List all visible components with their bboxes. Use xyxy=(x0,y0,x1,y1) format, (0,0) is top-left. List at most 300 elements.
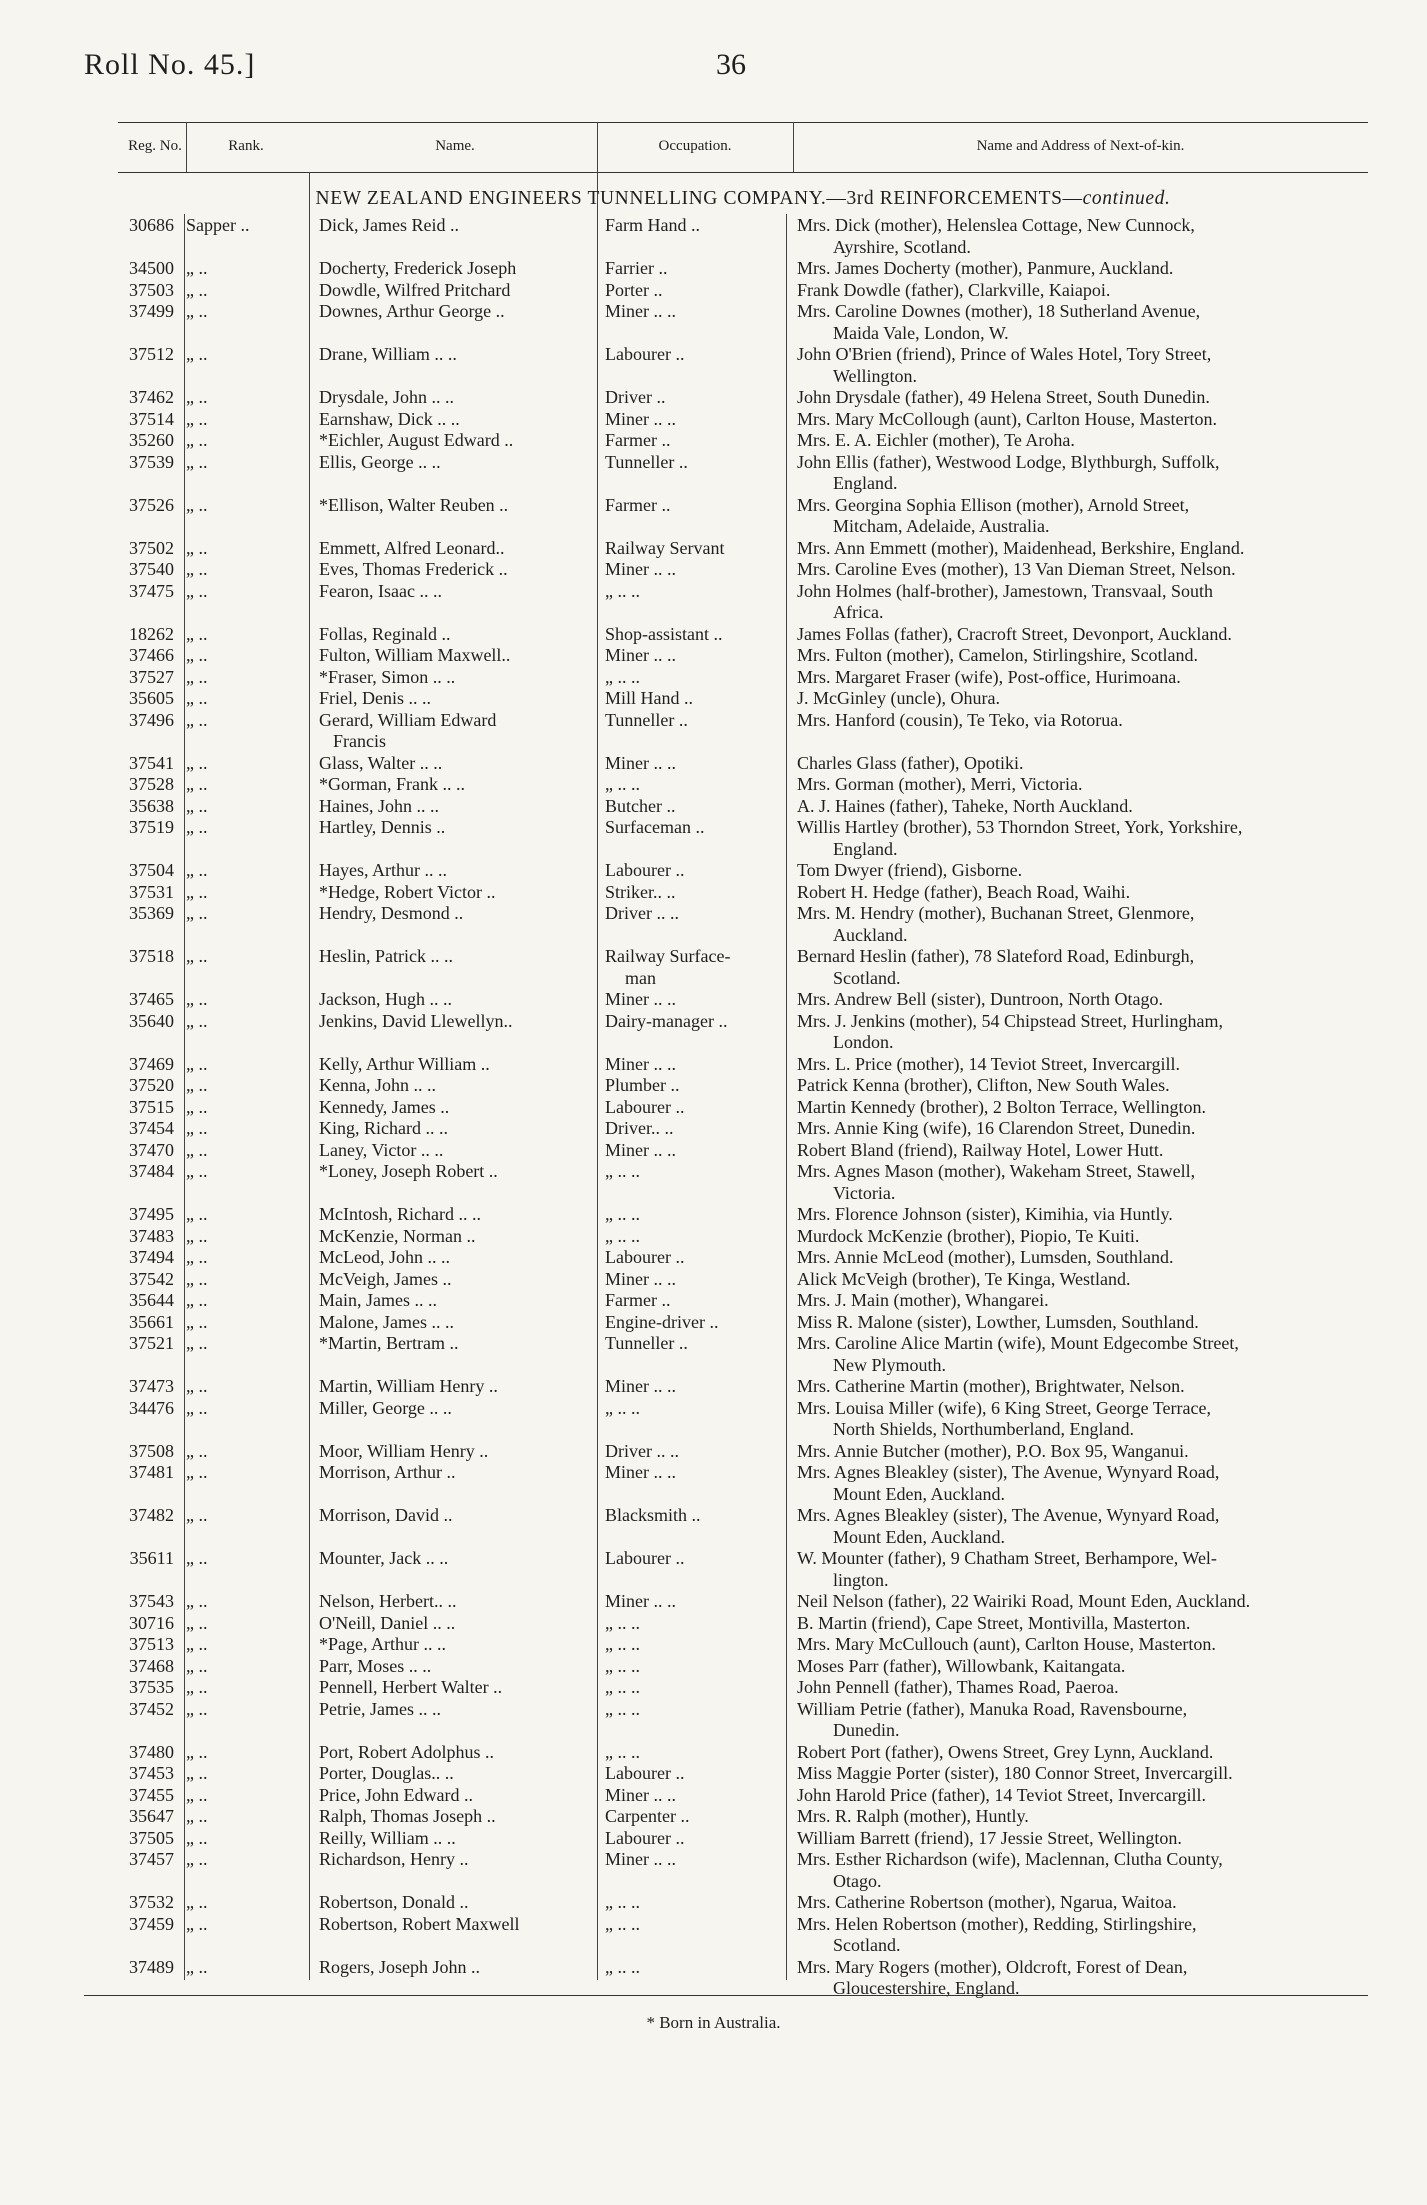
column-header-rank: Rank. xyxy=(228,138,264,154)
rank: „ .. xyxy=(186,1376,208,1396)
soldier-name xyxy=(319,1398,583,1420)
next-of-kin-line: Robert Port (father), Owens Street, Grey Lynn, Auckland. xyxy=(797,1741,1214,1762)
rank: „ .. xyxy=(186,817,208,837)
next-of-kin-line: John O'Brien (friend), Prince of Wales Hotel, Tory Street, xyxy=(797,344,1212,364)
footer-rule xyxy=(84,1995,1368,1996)
column-header-occupation: Occupation. xyxy=(658,138,732,154)
occupation-line: „ .. .. xyxy=(605,1655,640,1676)
next-of-kin xyxy=(797,1849,1367,1892)
rank: „ .. xyxy=(186,709,208,730)
occupation xyxy=(605,624,765,646)
rank: „ .. xyxy=(186,1698,208,1719)
next-of-kin xyxy=(797,882,1367,904)
occupation-line: Tunneller .. xyxy=(605,451,688,472)
occupation xyxy=(605,559,765,581)
occupation xyxy=(605,1075,765,1097)
occupation-line: Driver .. .. xyxy=(605,1440,679,1461)
reg-number: 37521 xyxy=(129,1333,174,1353)
reg-number: 37459 xyxy=(129,1913,174,1934)
occupation-line: Driver.. .. xyxy=(605,1118,674,1138)
soldier-name-line: Downes, Arthur George .. xyxy=(319,301,505,321)
soldier-name-line: Docherty, Frederick Joseph xyxy=(319,258,517,278)
occupation-line: Labourer .. xyxy=(605,860,685,880)
rank: „ .. xyxy=(186,1096,208,1117)
soldier-name xyxy=(319,538,583,560)
next-of-kin-continuation: Africa. xyxy=(833,602,884,622)
next-of-kin xyxy=(797,1462,1367,1505)
occupation-line: Farmer .. xyxy=(605,1290,671,1310)
next-of-kin xyxy=(797,344,1367,387)
occupation xyxy=(605,1054,765,1076)
occupation-line: Surfaceman .. xyxy=(605,817,705,837)
next-of-kin-continuation: lington. xyxy=(833,1569,889,1590)
next-of-kin xyxy=(797,989,1367,1011)
reg-number: 37541 xyxy=(129,752,174,773)
rank: „ .. xyxy=(186,1075,208,1095)
next-of-kin xyxy=(797,624,1367,646)
next-of-kin-line: John Harold Price (father), 14 Teviot Street, Invercargill. xyxy=(797,1784,1206,1805)
next-of-kin-continuation: Auckland. xyxy=(833,924,908,945)
soldier-name-line: Haines, John .. .. xyxy=(319,795,439,816)
next-of-kin xyxy=(797,581,1367,624)
soldier-name-line: *Fraser, Simon .. .. xyxy=(319,666,456,687)
reg-number: 37543 xyxy=(129,1591,174,1611)
occupation-line: Labourer .. xyxy=(605,1247,685,1267)
soldier-name-line: Fearon, Isaac .. .. xyxy=(319,580,442,601)
next-of-kin xyxy=(797,1634,1367,1656)
next-of-kin xyxy=(797,1441,1367,1463)
next-of-kin-continuation: North Shields, Northumberland, England. xyxy=(833,1419,1134,1439)
occupation-line: Farmer .. xyxy=(605,494,671,515)
next-of-kin xyxy=(797,495,1367,538)
soldier-name xyxy=(319,301,583,323)
occupation xyxy=(605,774,765,796)
occupation xyxy=(605,409,765,431)
occupation xyxy=(605,1914,765,1936)
soldier-name xyxy=(319,1011,583,1033)
next-of-kin xyxy=(797,688,1367,710)
occupation xyxy=(605,1140,765,1162)
occupation-line: Miner .. .. xyxy=(605,408,676,429)
next-of-kin xyxy=(797,1505,1367,1548)
next-of-kin-line: Mrs. Andrew Bell (sister), Duntroon, North Otago. xyxy=(797,989,1163,1009)
next-of-kin xyxy=(797,1247,1367,1269)
reg-number: 37532 xyxy=(129,1892,174,1912)
soldier-name-line: Hartley, Dennis .. xyxy=(319,817,446,837)
rank: „ .. xyxy=(186,989,208,1009)
occupation-line: Porter .. xyxy=(605,279,663,300)
reg-number: 37457 xyxy=(129,1849,174,1869)
soldier-name-line: Friel, Denis .. .. xyxy=(319,688,431,708)
next-of-kin-line: William Barrett (friend), 17 Jessie Street, Wellington. xyxy=(797,1827,1182,1848)
occupation xyxy=(605,1204,765,1226)
next-of-kin-line: Mrs. Dick (mother), Helenslea Cottage, New Cunnock, xyxy=(797,215,1195,235)
rank: „ .. xyxy=(186,1505,208,1525)
soldier-name-line: *Martin, Bertram .. xyxy=(319,1333,459,1353)
rank: „ .. xyxy=(186,1634,208,1654)
soldier-name xyxy=(319,581,583,603)
reg-number: 37483 xyxy=(129,1225,174,1246)
next-of-kin xyxy=(797,1011,1367,1054)
next-of-kin xyxy=(797,559,1367,581)
soldier-name xyxy=(319,280,583,302)
next-of-kin xyxy=(797,452,1367,495)
soldier-name xyxy=(319,1161,583,1183)
next-of-kin xyxy=(797,387,1367,409)
next-of-kin xyxy=(797,1892,1367,1914)
occupation xyxy=(605,753,765,775)
occupation-line: „ .. .. xyxy=(605,774,640,794)
next-of-kin-line: Mrs. Fulton (mother), Camelon, Stirlingshire, Scotland. xyxy=(797,645,1198,665)
next-of-kin-line: William Petrie (father), Manuka Road, Ravensbourne, xyxy=(797,1698,1188,1719)
rank: „ .. xyxy=(186,1333,208,1353)
next-of-kin-line: Robert Bland (friend), Railway Hotel, Lower Hutt. xyxy=(797,1139,1164,1160)
soldier-name xyxy=(319,860,583,882)
reg-number: 37469 xyxy=(129,1053,174,1074)
reg-number: 37539 xyxy=(129,451,174,472)
occupation-line: „ .. .. xyxy=(605,1677,640,1697)
reg-number: 37475 xyxy=(129,580,174,601)
occupation xyxy=(605,1247,765,1269)
occupation xyxy=(605,1312,765,1334)
next-of-kin-continuation: Dunedin. xyxy=(833,1720,900,1740)
rank: „ .. xyxy=(186,1440,208,1461)
reg-number: 37473 xyxy=(129,1376,174,1396)
next-of-kin-line: John Drysdale (father), 49 Helena Street, South Dunedin. xyxy=(797,387,1210,407)
occupation-line: Blacksmith .. xyxy=(605,1505,701,1525)
soldier-name-line: Drane, William .. .. xyxy=(319,344,457,364)
occupation-line: Labourer .. xyxy=(605,1763,685,1783)
next-of-kin-line: Martin Kennedy (brother), 2 Bolton Terrace, Wellington. xyxy=(797,1096,1207,1117)
occupation xyxy=(605,1226,765,1248)
rank: „ .. xyxy=(186,1053,208,1074)
soldier-name xyxy=(319,1376,583,1398)
soldier-name-line: Mounter, Jack .. .. xyxy=(319,1548,449,1568)
soldier-name xyxy=(319,1656,583,1678)
next-of-kin-continuation: London. xyxy=(833,1032,894,1052)
occupation xyxy=(605,538,765,560)
reg-number: 37482 xyxy=(129,1505,174,1525)
rank: „ .. xyxy=(186,1677,208,1697)
roll-number: Roll No. 45.] xyxy=(84,48,256,81)
occupation-line: Tunneller .. xyxy=(605,1333,688,1353)
occupation-line: Miner .. .. xyxy=(605,1591,676,1611)
soldier-name-line: Robertson, Donald .. xyxy=(319,1892,469,1912)
next-of-kin-line: James Follas (father), Cracroft Street, Devonport, Auckland. xyxy=(797,623,1232,644)
next-of-kin-line: Mrs. Ann Emmett (mother), Maidenhead, Berkshire, England. xyxy=(797,537,1245,558)
occupation-line: Mill Hand .. xyxy=(605,688,693,708)
reg-number: 37513 xyxy=(129,1634,174,1654)
soldier-name-line: Dick, James Reid .. xyxy=(319,215,459,235)
soldier-name-line: Kelly, Arthur William .. xyxy=(319,1053,490,1074)
occupation-line: „ .. .. xyxy=(605,1612,640,1633)
rank: „ .. xyxy=(186,494,208,515)
occupation xyxy=(605,1591,765,1613)
occupation xyxy=(605,1828,765,1850)
occupation xyxy=(605,882,765,904)
soldier-name-line: O'Neill, Daniel .. .. xyxy=(319,1612,456,1633)
occupation-line: Miner .. .. xyxy=(605,1784,676,1805)
occupation-line: Tunneller .. xyxy=(605,709,688,730)
rank: „ .. xyxy=(186,903,208,923)
soldier-name-line: Porter, Douglas.. .. xyxy=(319,1763,454,1783)
occupation-line: „ .. .. xyxy=(605,1956,640,1977)
soldier-name xyxy=(319,903,583,925)
reg-number: 37452 xyxy=(129,1698,174,1719)
soldier-name xyxy=(319,882,583,904)
rank: „ .. xyxy=(186,623,208,644)
next-of-kin-continuation: Gloucestershire, England. xyxy=(833,1978,1020,1998)
rank: „ .. xyxy=(186,1655,208,1676)
soldier-name xyxy=(319,215,583,237)
soldier-name-line: *Gorman, Frank .. .. xyxy=(319,774,465,794)
occupation xyxy=(605,1097,765,1119)
soldier-name-line: Hayes, Arthur .. .. xyxy=(319,860,447,880)
next-of-kin xyxy=(797,645,1367,667)
reg-number: 37466 xyxy=(129,645,174,665)
soldier-name xyxy=(319,1140,583,1162)
rank: Sapper .. xyxy=(186,215,250,235)
occupation-line: Plumber .. xyxy=(605,1075,680,1095)
soldier-name-line: Eves, Thomas Frederick .. xyxy=(319,559,508,579)
rank: „ .. xyxy=(186,1763,208,1783)
soldier-name-line: Ellis, George .. .. xyxy=(319,451,441,472)
rank: „ .. xyxy=(186,1397,208,1418)
next-of-kin-line: John Pennell (father), Thames Road, Paeroa. xyxy=(797,1677,1119,1697)
occupation xyxy=(605,430,765,452)
soldier-name-line: Kenna, John .. .. xyxy=(319,1075,436,1095)
next-of-kin-line: Murdock McKenzie (brother), Piopio, Te Kuiti. xyxy=(797,1225,1140,1246)
next-of-kin-line: Mrs. Caroline Alice Martin (wife), Mount Edgecombe Street, xyxy=(797,1333,1239,1353)
next-of-kin-line: Moses Parr (father), Willowbank, Kaitangata. xyxy=(797,1655,1126,1676)
occupation xyxy=(605,1785,765,1807)
next-of-kin xyxy=(797,1290,1367,1312)
next-of-kin xyxy=(797,1828,1367,1850)
next-of-kin xyxy=(797,1269,1367,1291)
next-of-kin xyxy=(797,753,1367,775)
occupation xyxy=(605,1161,765,1183)
next-of-kin-line: Mrs. Agnes Mason (mother), Wakeham Street, Stawell, xyxy=(797,1161,1196,1181)
next-of-kin xyxy=(797,1613,1367,1635)
reg-number: 37518 xyxy=(129,946,174,966)
occupation-line: Farmer .. xyxy=(605,430,671,450)
next-of-kin-continuation: Scotland. xyxy=(833,967,901,988)
soldier-name xyxy=(319,258,583,280)
occupation xyxy=(605,1742,765,1764)
soldier-name xyxy=(319,1806,583,1828)
next-of-kin-continuation: Victoria. xyxy=(833,1182,896,1203)
soldier-name xyxy=(319,946,583,968)
soldier-name xyxy=(319,1505,583,1527)
rank: „ .. xyxy=(186,1827,208,1848)
next-of-kin-line: Mrs. Louisa Miller (wife), 6 King Street, George Terrace, xyxy=(797,1397,1211,1418)
rank: „ .. xyxy=(186,1784,208,1805)
reg-number: 37484 xyxy=(129,1161,174,1181)
next-of-kin xyxy=(797,1957,1367,2000)
reg-number: 37453 xyxy=(129,1763,174,1783)
next-of-kin xyxy=(797,1763,1367,1785)
occupation-line: Railway Surface- xyxy=(605,946,731,966)
soldier-name xyxy=(319,710,583,753)
next-of-kin-line: Mrs. Catherine Martin (mother), Brightwater, Nelson. xyxy=(797,1376,1185,1396)
soldier-name xyxy=(319,688,583,710)
occupation xyxy=(605,989,765,1011)
next-of-kin-continuation: New Plymouth. xyxy=(833,1354,947,1375)
reg-number: 30686 xyxy=(129,215,174,235)
occupation-line: Labourer .. xyxy=(605,1548,685,1568)
soldier-name-line: McVeigh, James .. xyxy=(319,1268,452,1289)
next-of-kin-continuation: Mount Eden, Auckland. xyxy=(833,1526,1005,1547)
soldier-name-line: Rogers, Joseph John .. xyxy=(319,1956,480,1977)
soldier-name-line: Petrie, James .. .. xyxy=(319,1698,441,1719)
reg-number: 37496 xyxy=(129,709,174,730)
next-of-kin-line: Mrs. Helen Robertson (mother), Redding, Stirlingshire, xyxy=(797,1913,1197,1934)
rank: „ .. xyxy=(186,1247,208,1267)
reg-number: 37531 xyxy=(129,881,174,902)
occupation-line: Miner .. .. xyxy=(605,989,676,1009)
soldier-name-line: Dowdle, Wilfred Pritchard xyxy=(319,279,511,300)
reg-number: 37528 xyxy=(129,774,174,794)
next-of-kin xyxy=(797,860,1367,882)
soldier-name-line: Heslin, Patrick .. .. xyxy=(319,946,453,966)
next-of-kin-line: Mrs. Mary Rogers (mother), Oldcroft, Forest of Dean, xyxy=(797,1956,1188,1977)
occupation-line: Miner .. .. xyxy=(605,1462,676,1482)
next-of-kin xyxy=(797,1054,1367,1076)
next-of-kin xyxy=(797,946,1367,989)
occupation xyxy=(605,860,765,882)
reg-number: 35640 xyxy=(129,1010,174,1031)
occupation xyxy=(605,1462,765,1484)
next-of-kin xyxy=(797,1914,1367,1957)
occupation xyxy=(605,215,765,237)
soldier-name xyxy=(319,1054,583,1076)
next-of-kin xyxy=(797,1204,1367,1226)
soldier-name xyxy=(319,1677,583,1699)
soldier-name-line: King, Richard .. .. xyxy=(319,1118,448,1138)
occupation xyxy=(605,796,765,818)
soldier-name xyxy=(319,774,583,796)
occupation-line: „ .. .. xyxy=(605,1913,640,1934)
reg-number: 35647 xyxy=(129,1806,174,1826)
next-of-kin-line: Mrs. Caroline Downes (mother), 18 Sutherland Avenue, xyxy=(797,301,1201,321)
next-of-kin xyxy=(797,1591,1367,1613)
soldier-name-line: Main, James .. .. xyxy=(319,1290,437,1310)
soldier-name-line: *Ellison, Walter Reuben .. xyxy=(319,494,509,515)
occupation xyxy=(605,258,765,280)
next-of-kin-continuation: Mount Eden, Auckland. xyxy=(833,1483,1005,1504)
occupation xyxy=(605,1118,765,1140)
rank: „ .. xyxy=(186,774,208,794)
soldier-name-line: *Hedge, Robert Victor .. xyxy=(319,881,496,902)
rank: „ .. xyxy=(186,1462,208,1482)
next-of-kin-continuation: Ayrshire, Scotland. xyxy=(833,236,971,257)
occupation-line: Driver .. .. xyxy=(605,903,679,923)
occupation-line: Dairy-manager .. xyxy=(605,1010,728,1031)
rank: „ .. xyxy=(186,946,208,966)
rank: „ .. xyxy=(186,881,208,902)
occupation xyxy=(605,710,765,732)
occupation-line: Miner .. .. xyxy=(605,1268,676,1289)
rank: „ .. xyxy=(186,451,208,472)
rank: „ .. xyxy=(186,688,208,708)
soldier-name-line: Jenkins, David Llewellyn.. xyxy=(319,1010,513,1031)
reg-number: 37542 xyxy=(129,1268,174,1289)
next-of-kin-line: Mrs. Florence Johnson (sister), Kimihia, via Huntly. xyxy=(797,1204,1173,1224)
reg-number: 37502 xyxy=(129,537,174,558)
reg-number: 37489 xyxy=(129,1956,174,1977)
rank: „ .. xyxy=(186,301,208,321)
reg-number: 37455 xyxy=(129,1784,174,1805)
soldier-name-line: Martin, William Henry .. xyxy=(319,1376,498,1396)
next-of-kin xyxy=(797,1333,1367,1376)
soldier-name xyxy=(319,1269,583,1291)
rank: „ .. xyxy=(186,1806,208,1826)
next-of-kin-continuation: Maida Vale, London, W. xyxy=(833,322,1009,343)
occupation-line: Labourer .. xyxy=(605,1096,685,1117)
soldier-name xyxy=(319,1849,583,1871)
reg-number: 18262 xyxy=(129,623,174,644)
soldier-name xyxy=(319,1957,583,1979)
rank: „ .. xyxy=(186,752,208,773)
next-of-kin-line: Mrs. M. Hendry (mother), Buchanan Street, Glenmore, xyxy=(797,903,1195,923)
next-of-kin-line: Bernard Heslin (father), 78 Slateford Road, Edinburgh, xyxy=(797,946,1195,966)
occupation xyxy=(605,1957,765,1979)
reg-number: 37540 xyxy=(129,559,174,579)
next-of-kin xyxy=(797,1548,1367,1591)
reg-number: 35605 xyxy=(129,688,174,708)
next-of-kin xyxy=(797,1656,1367,1678)
rank: „ .. xyxy=(186,1913,208,1934)
soldier-name xyxy=(319,1097,583,1119)
occupation xyxy=(605,387,765,409)
footnote: * Born in Australia. xyxy=(646,2013,781,2032)
soldier-name-line: Robertson, Robert Maxwell xyxy=(319,1913,520,1934)
soldier-name xyxy=(319,1462,583,1484)
reg-number: 37520 xyxy=(129,1075,174,1095)
next-of-kin-continuation: Otago. xyxy=(833,1870,882,1891)
occupation xyxy=(605,1441,765,1463)
reg-number: 37480 xyxy=(129,1741,174,1762)
next-of-kin-line: W. Mounter (father), 9 Chatham Street, Berhampore, Wel- xyxy=(797,1548,1217,1568)
next-of-kin-line: Mrs. Hanford (cousin), Te Teko, via Rotorua. xyxy=(797,709,1123,730)
occupation xyxy=(605,903,765,925)
rank: „ .. xyxy=(186,430,208,450)
soldier-name xyxy=(319,1763,583,1785)
rank: „ .. xyxy=(186,580,208,601)
reg-number: 30716 xyxy=(129,1612,174,1633)
reg-number: 37514 xyxy=(129,408,174,429)
occupation xyxy=(605,1548,765,1570)
rank: „ .. xyxy=(186,1741,208,1762)
reg-number: 37499 xyxy=(129,301,174,321)
reg-number: 37481 xyxy=(129,1462,174,1482)
soldier-name-line: Nelson, Herbert.. .. xyxy=(319,1591,457,1611)
occupation xyxy=(605,1634,765,1656)
reg-number: 37465 xyxy=(129,989,174,1009)
next-of-kin-line: Frank Dowdle (father), Clarkville, Kaiapoi. xyxy=(797,279,1111,300)
occupation-line: „ .. .. xyxy=(605,1634,640,1654)
occupation xyxy=(605,1677,765,1699)
occupation xyxy=(605,452,765,474)
occupation xyxy=(605,817,765,839)
soldier-name xyxy=(319,409,583,431)
next-of-kin-line: Robert H. Hedge (father), Beach Road, Waihi. xyxy=(797,881,1131,902)
occupation xyxy=(605,495,765,517)
rank: „ .. xyxy=(186,1225,208,1246)
occupation-line: „ .. .. xyxy=(605,1698,640,1719)
soldier-name-line: Fulton, William Maxwell.. xyxy=(319,645,511,665)
next-of-kin xyxy=(797,1398,1367,1441)
